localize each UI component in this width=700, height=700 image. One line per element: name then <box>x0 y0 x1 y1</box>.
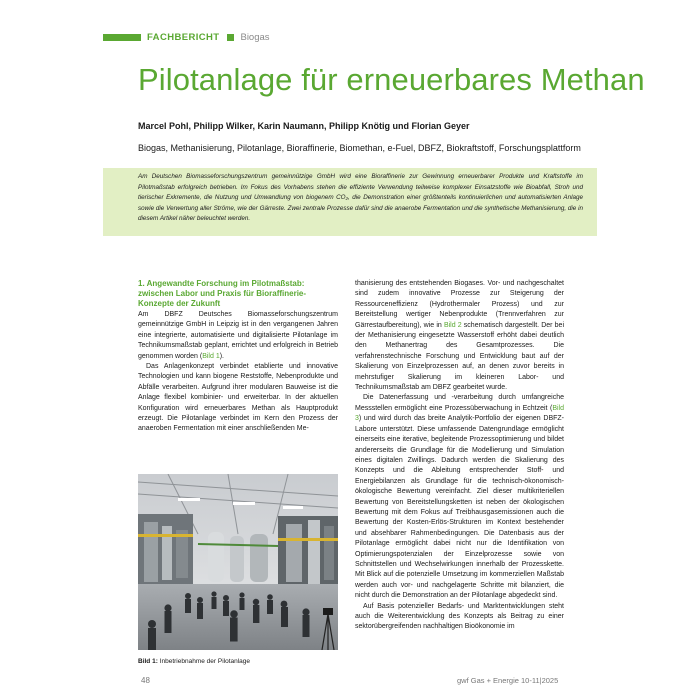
header-square-icon <box>227 34 234 41</box>
header-topic: Biogas <box>240 31 270 43</box>
paragraph <box>138 310 338 362</box>
page-number: 48 <box>141 676 150 685</box>
section-header <box>103 30 270 44</box>
header-accent-bar <box>103 34 141 41</box>
paragraph: Das Anlagenkonzept verbindet etablierte und innovative Technologien und kann biogene Reststoffe, Nebenprodukte und Abfälle verarbeiten. Aufgrund ihrer modularen Bauweise ist die Anlage flexibel kombinier- und erweiterbar. In der aktuellen Konfiguration wird erneuerbares Methan als Hauptprodukt erzeugt. Die Pilotanlage verbindet im Kern den Prozess der anaeroben Fermentation mit einer anschließenden Me- <box>138 363 338 433</box>
article-keywords: Biogas, Methanisierung, Pilotanlage, Bioraffinerie, Biomethan, e-Fuel, DBFZ, Biokraftstoff, Forschungsplattform <box>138 143 581 153</box>
header-category: FACHBERICHT <box>147 31 220 43</box>
paragraph-text: schematisch dargestellt. Der bei der Methanisierung eingesetzte Wasserstoff erhöht dabei deutlich den Methanertrag des Gesamtprozesses. Die verfahrenstechnische Forschung und Entwicklung baut auf der Skalierung von Einzelprozessen auf, an denen zuvor bereits in mehrstufiger Skalierung im kleineren Labor- und Technikumsmaßstab am DBFZ gearbeitet wurde. <box>355 321 565 392</box>
figure-label: Bild 1: <box>138 658 158 665</box>
figure-reference[interactable]: Bild 3 <box>355 404 564 423</box>
column-left <box>138 279 338 435</box>
paragraph <box>355 393 564 601</box>
figure-photo <box>138 474 338 650</box>
paragraph-text: Die Datenerfassung und -verarbeitung durch umfangreiche Messstellen ermöglicht eine Prozessüberwachung in Echtzeit ( <box>355 394 564 412</box>
figure-reference[interactable]: Bild 2 <box>443 321 462 329</box>
paragraph-text: Am DBFZ Deutsches Biomasseforschungszentrum gemeinnützige GmbH in Leipzig ist in den vergangenen Jahren eine integrierte, automatisierte und digitalisierte Pilotanlage im Technikumsmaßstab geplant, errichtet und erfolgreich in Betrieb genommen worden ( <box>138 311 338 360</box>
figure-caption-text: Inbetriebnahme der Pilotanlage <box>159 658 251 665</box>
pilot-plant-photo <box>138 474 338 650</box>
paragraph: Auf Basis potenzieller Bedarfs- und Marktentwicklungen steht auch die Weiterentwicklung des Konzepts als Beitrag zu einer sektorübergreifenden nachhaltigen Bioökonomie im <box>355 602 564 631</box>
section-title: 1. Angewandte Forschung im Pilotmaßstab: zwischen Labor und Praxis für Bioraffinerie-Konzepte der Zukunft <box>138 279 307 308</box>
article-title: Pilotanlage für erneuerbares Methan <box>138 62 645 97</box>
column-right <box>355 279 564 633</box>
figure-caption <box>138 658 250 665</box>
paragraph-text: thanisierung des entstehenden Biogases. Vor- und nachgeschaltet sind zudem innovative Prozesse zur Steigerung der Ressourceneffizienz (Hydrothermaler Prozess) und zur Bereitstellung wertiger Nebenprodukte (Trennverfahren zur Gärrestaufbereitung), wie in <box>355 280 564 329</box>
article-authors: Marcel Pohl, Philipp Wilker, Karin Naumann, Philipp Knötig und Florian Geyer <box>138 121 470 131</box>
article-abstract: Am Deutschen Biomasseforschungszentrum gemeinnützige GmbH wird eine Bioraffinerie zur Gewinnung erneuerbarer Produkte und Kraftstoffe im Pilotmaßstab erfolgreich betrieben. Im Fokus des Vorhabens stehen die effiziente Verwendung teilweise komplexer Einsatzstoffe wie Bioabfall, Stroh und tierischer Exkremente, die Nutzung und Umwandlung von biogenem CO₂, die Demonstration einer größtenteils kontinuierlichen und automatisierten Anlage sowie die Verwertung aller Ströme, wie der Gärreste. Zwei zentrale Prozesse dafür sind die anaerobe Fermentation und die synthetische Methanisierung, die in diesem Artikel näher beleuchtet werden. <box>103 168 597 236</box>
paragraph-text: ) und wird durch das breite Analytik-Portfolio der eigenen DBFZ-Labore unterstützt. Diese umfassende Datengrundlage ermöglicht einerseits eine iterative, begleitende Prozessoptimierung und bildet andererseits die Grundlage für die Modellierung und Simulation eines digitalen Zwillings. Dadurch werden die Skalierung des Konzepts und die Ableitung entsprechender Stoff- und Energiebilanzen als Grundlage für die technisch-ökonomisch-ökologische Bewertung vereinfacht. Ziel dieser multikriteriellen Bewertung von Bereitstellungsketten ist neben der ökologischen Bewertung mit dem Fokus auf Treibhausgasemissionen auch die Bewertung der Kosten-Erlös-Strukturen im Kontext bestehender und absehbarer Rahmenbedingungen. Die Datenbasis aus der Pilotanlage ermöglicht dabei nicht nur die Identifikation von Optimierungspotenzialen der Einzelprozesse sowie von Schnittstellen und Wechselwirkungen innerhalb der Prozesskette. Mit Blick auf die potenzielle Umsetzung im kommerziellen Maßstab werden auch vor- und nachgelagerte Schritte mit bilanziert, die nicht durch die Demonstration an der Pilotanlage abgedeckt sind. <box>355 415 564 600</box>
journal-info: gwf Gas + Energie 10-11|2025 <box>457 676 559 685</box>
figure-reference[interactable]: Bild 1 <box>202 352 220 360</box>
paragraph-text: ). <box>219 352 224 360</box>
paragraph <box>355 279 564 393</box>
